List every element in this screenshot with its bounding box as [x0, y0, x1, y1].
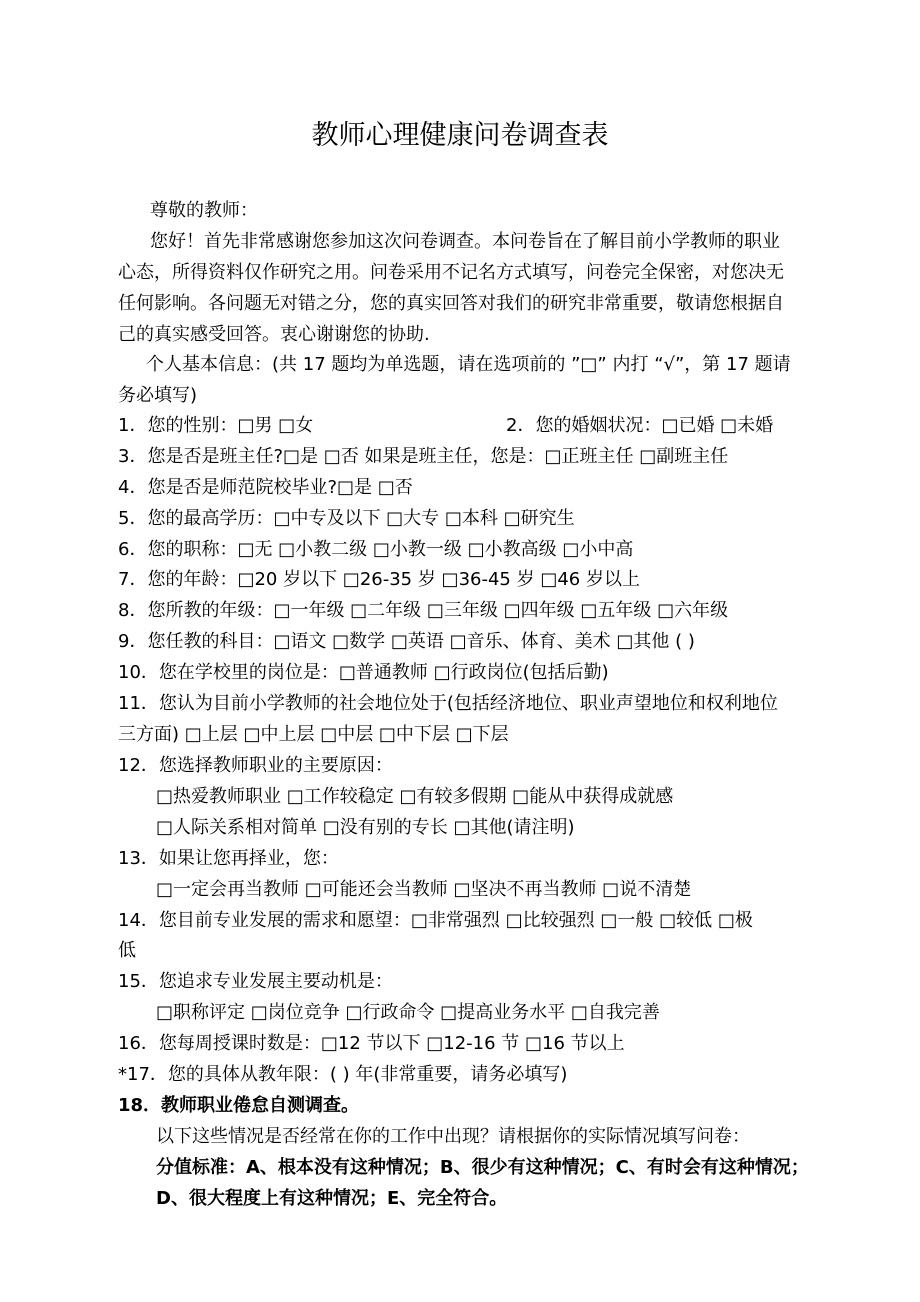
question-5-education[interactable]: 5．您的最高学历：□中专及以下 □大专 □本科 □研究生	[118, 508, 575, 529]
salutation: 尊敬的教师：	[150, 200, 258, 221]
question-16-weekly-hours[interactable]: 16．您每周授课时数是：□12 节以下 □12-16 节 □16 节以上	[118, 1033, 625, 1054]
question-line: 11．您认为目前小学教师的社会地位处于(包括经济地位、职业声望地位和权利地位	[118, 693, 778, 714]
question-1-gender[interactable]: 1．您的性别：□男 □女	[118, 415, 314, 436]
info-line: 务必填写)	[118, 385, 198, 406]
question-6-title[interactable]: 6．您的职称：□无 □小教二级 □小教一级 □小教高级 □小中高	[118, 539, 634, 560]
info-line: 个人基本信息：(共 17 题均为单选题，请在选项前的 ”□” 内打 “√”，第 17 题请	[146, 354, 791, 375]
question-options[interactable]: 14．您目前专业发展的需求和愿望：□非常强烈 □比较强烈 □一般 □较低 □极	[118, 910, 753, 931]
question-options[interactable]: □人际关系相对简单 □没有别的专长 □其他(请注明)	[156, 817, 575, 838]
question-4-normal-school[interactable]: 4．您是否是师范院校毕业?□是 □否	[118, 477, 413, 498]
question-line: 15．您追求专业发展主要动机是：	[118, 971, 393, 992]
question-options[interactable]: □热爱教师职业 □工作较稳定 □有较多假期 □能从中获得成就感	[156, 786, 674, 807]
scoring-scale: D、很大程度上有这种情况；E、完全符合。	[156, 1188, 508, 1209]
question-options[interactable]: □职称评定 □岗位竞争 □行政命令 □提高业务水平 □自我完善	[156, 1002, 660, 1023]
section-heading: 18．教师职业倦怠自测调查。	[118, 1095, 360, 1116]
question-line: 低	[118, 940, 136, 961]
question-10-position[interactable]: 10．您在学校里的岗位是：□普通教师 □行政岗位(包括后勤)	[118, 662, 609, 683]
intro-line: 您好！首先非常感谢您参加这次问卷调查。本问卷旨在了解目前小学教师的职业	[150, 231, 780, 252]
section-instruction: 以下这些情况是否经常在你的工作中出现？请根据你的实际情况填写问卷：	[156, 1126, 750, 1147]
question-9-subject[interactable]: 9．您任教的科目：□语文 □数学 □英语 □音乐、体育、美术 □其他 ( )	[118, 631, 695, 652]
question-options[interactable]: □一定会再当教师 □可能还会当教师 □坚决不再当教师 □说不清楚	[156, 879, 692, 900]
intro-line: 己的真实感受回答。衷心谢谢您的协助.	[118, 324, 430, 345]
question-2-marital-status[interactable]: 2．您的婚姻状况：□已婚 □未婚	[506, 415, 774, 436]
question-3-class-teacher[interactable]: 3．您是否是班主任?□是 □否 如果是班主任，您是：□正班主任 □副班主任	[118, 446, 729, 467]
scoring-scale: 分值标准：A、根本没有这种情况；B、很少有这种情况；C、有时会有这种情况；	[156, 1157, 809, 1178]
question-options[interactable]: 三方面) □上层 □中上层 □中层 □中下层 □下层	[118, 724, 509, 745]
question-17-teaching-years[interactable]: *17．您的具体从教年限：( ) 年(非常重要，请务必填写)	[118, 1064, 568, 1085]
question-line: 13．如果让您再择业，您：	[118, 848, 339, 869]
question-line: 12．您选择教师职业的主要原因：	[118, 755, 393, 776]
question-7-age[interactable]: 7．您的年龄：□20 岁以下 □26-35 岁 □36-45 岁 □46 岁以上	[118, 569, 640, 590]
question-8-grade[interactable]: 8．您所教的年级：□一年级 □二年级 □三年级 □四年级 □五年级 □六年级	[118, 600, 729, 621]
page-title: 教师心理健康问卷调查表	[311, 120, 609, 151]
intro-line: 心态，所得资料仅作研究之用。问卷采用不记名方式填写，问卷完全保密，对您决无	[118, 262, 784, 283]
intro-line: 任何影响。各问题无对错之分，您的真实回答对我们的研究非常重要，敬请您根据自	[118, 293, 784, 314]
